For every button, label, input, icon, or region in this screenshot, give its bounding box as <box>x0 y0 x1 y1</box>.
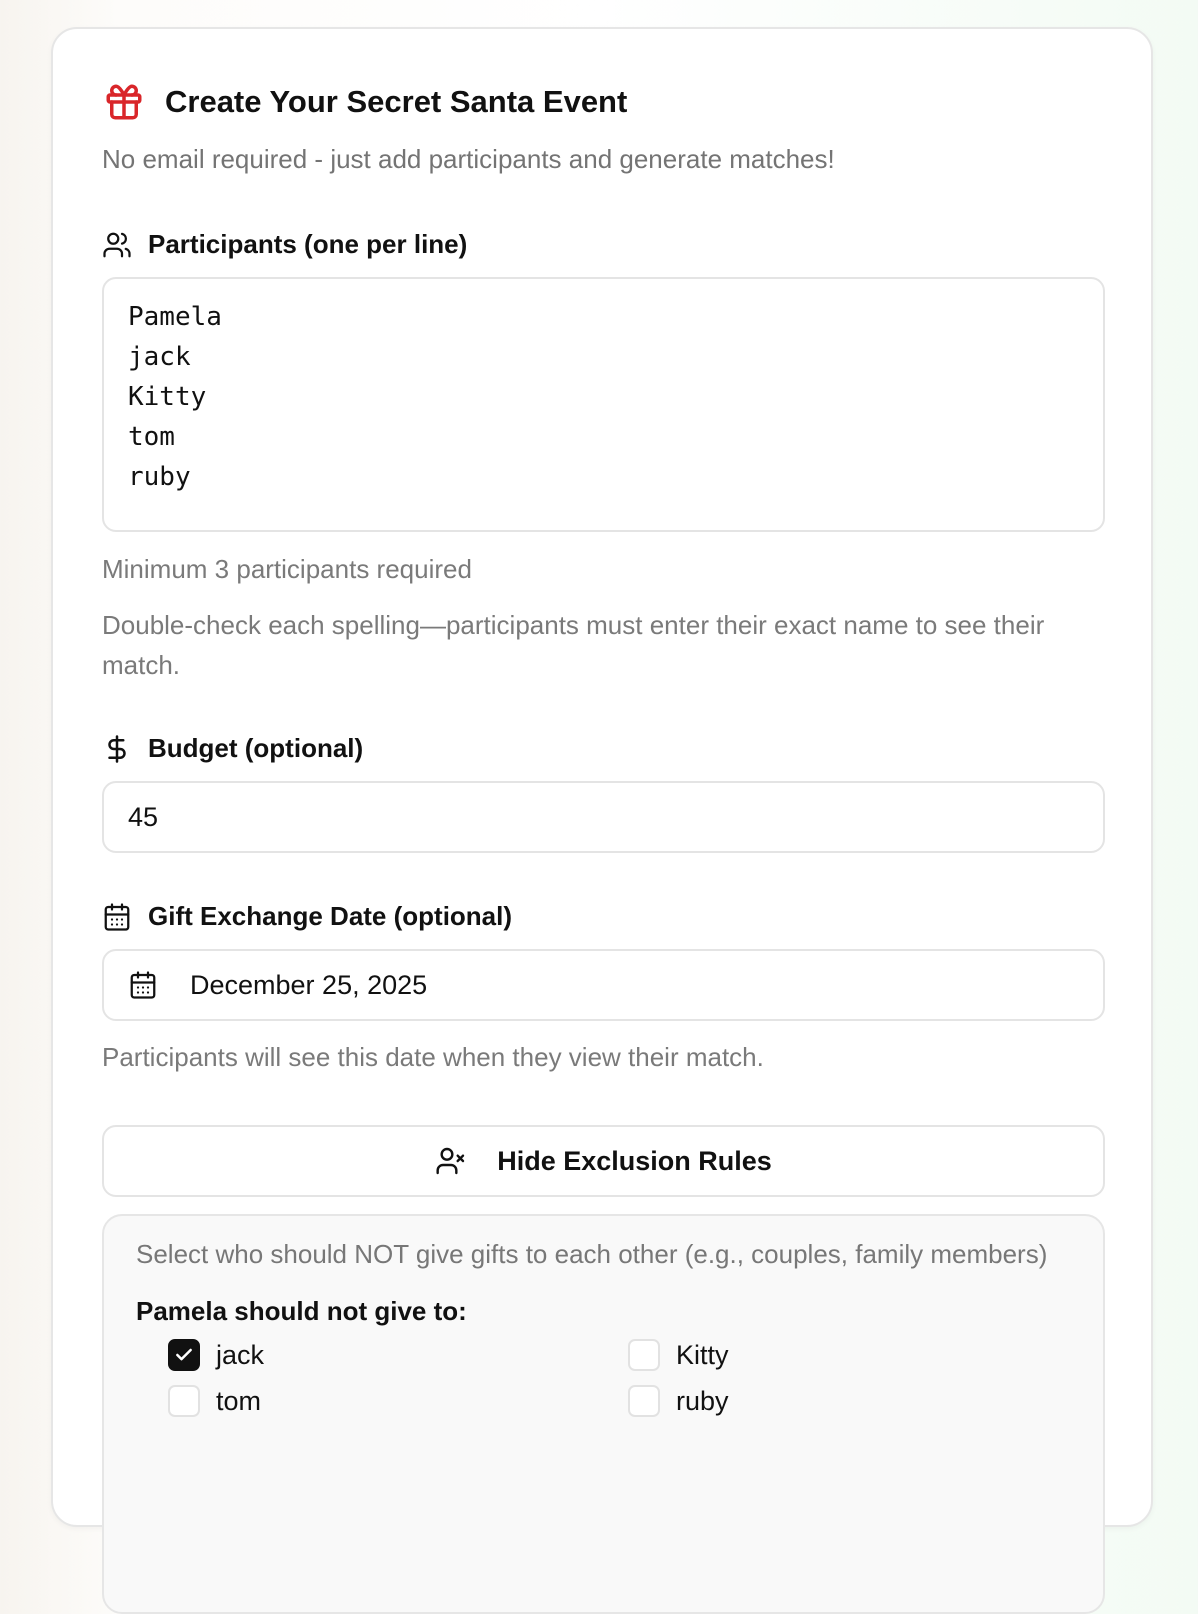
exclusion-options <box>136 1339 1071 1417</box>
checkbox[interactable] <box>168 1385 200 1417</box>
exclude-kitty-checkbox[interactable] <box>628 1339 1028 1371</box>
option-label: tom <box>216 1385 262 1416</box>
form-title <box>103 81 627 123</box>
participants-hint: Minimum 3 participants required <box>102 554 472 584</box>
spelling-note: Double-check each spelling—participants must enter their exact name to see their match. <box>102 610 1045 680</box>
toggle-exclusions-button[interactable] <box>102 1125 1105 1197</box>
subtitle: No email required - just add participants and generate matches! <box>102 144 835 174</box>
date-hint: Participants will see this date when they view their match. <box>102 1042 764 1072</box>
date-value: December 25, 2025 <box>190 969 428 1000</box>
exclude-tom-checkbox[interactable] <box>168 1385 628 1417</box>
checkbox[interactable] <box>628 1385 660 1417</box>
gift-icon <box>103 81 145 123</box>
giver-label: Pamela should not give to: <box>136 1296 467 1326</box>
event-form-card <box>51 27 1153 1527</box>
budget-label-text: Budget (optional) <box>148 733 364 763</box>
exclusion-panel <box>102 1214 1105 1614</box>
date-input[interactable] <box>102 949 1105 1021</box>
participants-textarea[interactable]: Pamela jack Kitty tom ruby <box>102 277 1105 532</box>
exclusion-description: Select who should NOT give gifts to each other (e.g., couples, family members) <box>136 1239 1048 1269</box>
date-label <box>102 901 512 932</box>
date-label-text: Gift Exchange Date (optional) <box>148 901 513 931</box>
checkbox-checked[interactable] <box>168 1339 200 1371</box>
option-label: jack <box>216 1339 265 1370</box>
option-label: ruby <box>676 1385 729 1416</box>
toggle-label: Hide Exclusion Rules <box>497 1145 772 1176</box>
budget-label <box>102 733 363 764</box>
users-icon <box>102 230 132 260</box>
participants-label-text: Participants (one per line) <box>148 229 468 259</box>
dollar-icon <box>102 734 132 764</box>
budget-input[interactable]: 45 <box>102 781 1105 853</box>
calendar-icon <box>102 902 132 932</box>
title-text: Create Your Secret Santa Event <box>165 84 628 119</box>
option-label: Kitty <box>676 1339 729 1370</box>
user-x-icon <box>435 1145 467 1177</box>
checkbox[interactable] <box>628 1339 660 1371</box>
participants-label <box>102 229 467 260</box>
exclude-jack-checkbox[interactable] <box>168 1339 628 1371</box>
check-icon <box>174 1345 194 1365</box>
calendar-icon <box>128 970 158 1000</box>
exclude-ruby-checkbox[interactable] <box>628 1385 1028 1417</box>
